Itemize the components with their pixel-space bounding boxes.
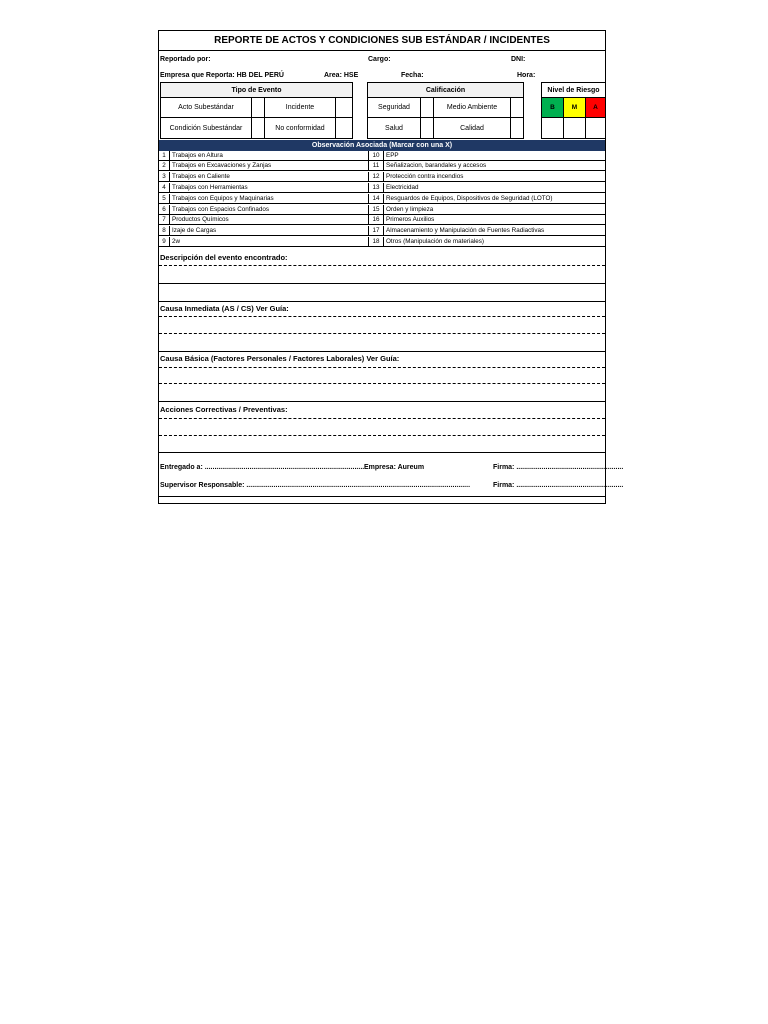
divider <box>159 283 605 284</box>
item-number: 5 <box>159 194 170 204</box>
observacion-item[interactable] <box>159 183 368 193</box>
item-label: Trabajos con Espacios Confinados <box>172 206 270 213</box>
causa-inmediata-line-1[interactable] <box>159 316 605 317</box>
tipo-acto-subestandar: Acto Subestándar <box>160 97 252 118</box>
firma-field-1[interactable]: Firma: ....................................................... <box>493 464 624 471</box>
divider <box>159 301 605 302</box>
item-label: Señalizacion, barandales y accesos <box>386 162 487 169</box>
item-label: Trabajos con Herramientas <box>172 184 248 191</box>
observacion-item[interactable] <box>368 161 605 171</box>
item-number: 6 <box>159 205 170 215</box>
risk-level-low: B <box>541 97 564 118</box>
item-number: 10 <box>369 151 384 161</box>
acciones-line-2[interactable] <box>159 435 605 436</box>
tipo-no-conformidad: No conformidad <box>264 117 336 139</box>
item-label: Trabajos en Excavaciones y Zanjas <box>172 162 272 169</box>
item-number: 8 <box>159 226 170 236</box>
calif-salud: Salud <box>367 117 421 139</box>
cargo-label: Cargo: <box>368 56 391 63</box>
item-number: 18 <box>369 237 384 247</box>
item-number: 3 <box>159 172 170 182</box>
observacion-item[interactable] <box>368 226 605 236</box>
item-label: Izaje de Cargas <box>172 227 217 234</box>
item-number: 1 <box>159 151 170 161</box>
divider <box>159 351 605 352</box>
item-label: Otros (Manipulación de materiales) <box>386 238 484 245</box>
item-number: 15 <box>369 205 384 215</box>
observacion-item[interactable] <box>159 226 368 236</box>
divider <box>159 452 605 453</box>
checkbox-seguridad[interactable] <box>420 97 434 118</box>
observacion-item[interactable] <box>368 172 605 182</box>
fecha-label: Fecha: <box>401 72 424 79</box>
observacion-item[interactable] <box>159 161 368 171</box>
calif-medio-ambiente: Medio Ambiente <box>433 97 511 118</box>
observacion-item[interactable] <box>368 205 605 215</box>
checkbox-no-conformidad[interactable] <box>335 117 353 139</box>
tipo-evento-heading: Tipo de Evento <box>160 82 353 98</box>
observacion-item[interactable] <box>159 172 368 182</box>
supervisor-field[interactable]: Supervisor Responsable: ................................................................................................................... <box>160 482 471 489</box>
item-number: 7 <box>159 215 170 225</box>
hora-label: Hora: <box>517 72 536 79</box>
item-label: EPP <box>386 152 399 159</box>
reportado-por-label: Reportado por: <box>160 56 211 63</box>
observacion-item[interactable] <box>159 151 368 161</box>
causa-basica-label: Causa Básica (Factores Personales / Factores Laborales) Ver Guía: <box>160 354 400 363</box>
item-number: 16 <box>369 215 384 225</box>
risk-check-low[interactable] <box>541 117 564 139</box>
divider <box>159 496 605 497</box>
checkbox-incidente[interactable] <box>335 97 353 118</box>
acciones-line-1[interactable] <box>159 418 605 419</box>
risk-level-high: A <box>585 97 606 118</box>
report-sheet <box>158 30 624 504</box>
observacion-item[interactable] <box>368 183 605 193</box>
item-number: 4 <box>159 183 170 193</box>
item-number: 11 <box>369 161 384 171</box>
risk-check-medium[interactable] <box>563 117 586 139</box>
causa-basica-line-2[interactable] <box>159 383 605 384</box>
nivel-riesgo-heading: Nivel de Riesgo <box>541 82 606 98</box>
item-label: Trabajos con Equipos y Maquinarias <box>172 195 274 202</box>
item-label: Productos Químicos <box>172 216 229 223</box>
item-number: 12 <box>369 172 384 182</box>
checkbox-calidad[interactable] <box>510 117 524 139</box>
item-number: 13 <box>369 183 384 193</box>
descripcion-line-1[interactable] <box>159 265 605 266</box>
entregado-field[interactable]: Entregado a: .................................................................................. <box>160 464 365 471</box>
observacion-item[interactable] <box>368 194 605 204</box>
item-label: Trabajos en Altura <box>172 152 223 159</box>
observacion-item[interactable] <box>159 205 368 215</box>
item-number: 17 <box>369 226 384 236</box>
dni-label: DNI: <box>511 56 526 63</box>
checkbox-salud[interactable] <box>420 117 434 139</box>
observacion-item[interactable] <box>159 215 368 225</box>
observacion-item[interactable] <box>159 237 368 247</box>
item-label: Trabajos en Caliente <box>172 173 230 180</box>
tipo-incidente: Incidente <box>264 97 336 118</box>
page-title: REPORTE DE ACTOS Y CONDICIONES SUB ESTÁNDAR / INCIDENTES <box>159 31 605 51</box>
risk-level-medium: M <box>563 97 586 118</box>
descripcion-label: Descripción del evento encontrado: <box>160 253 288 262</box>
item-number: 2 <box>159 161 170 171</box>
causa-inmediata-line-2[interactable] <box>159 333 605 334</box>
observacion-item[interactable] <box>368 237 605 247</box>
calificacion-heading: Calificación <box>367 82 524 98</box>
item-label: Primeros Auxilios <box>386 216 435 223</box>
item-label: Almacenamiento y Manipulación de Fuentes Radiactivas <box>386 227 545 234</box>
item-label: Resguardos de Equipos, Dispositivos de Seguridad (LOTO) <box>386 195 553 202</box>
divider <box>159 401 605 402</box>
item-label: Electricidad <box>386 184 419 191</box>
observacion-item[interactable] <box>368 215 605 225</box>
empresa-aureum: Empresa: Aureum <box>364 464 425 471</box>
observacion-item[interactable] <box>368 151 605 161</box>
checkbox-medio-ambiente[interactable] <box>510 97 524 118</box>
empresa-reporta-label: Empresa que Reporta: HB DEL PERÚ <box>160 72 284 79</box>
checkbox-condicion-subestandar[interactable] <box>251 117 265 139</box>
causa-basica-line-1[interactable] <box>159 367 605 368</box>
risk-check-high[interactable] <box>585 117 606 139</box>
calif-calidad: Calidad <box>433 117 511 139</box>
item-number: 9 <box>159 237 170 247</box>
causa-inmediata-label: Causa Inmediata (AS / CS) Ver Guía: <box>160 304 289 313</box>
item-label: Orden y limpieza <box>386 206 434 213</box>
area-label: Area: HSE <box>324 72 359 79</box>
observacion-item[interactable] <box>159 194 368 204</box>
calif-seguridad: Seguridad <box>367 97 421 118</box>
item-label: Protección contra incendios <box>386 173 464 180</box>
checkbox-acto-subestandar[interactable] <box>251 97 265 118</box>
acciones-label: Acciones Correctivas / Preventivas: <box>160 405 288 414</box>
tipo-condicion-subestandar: Condición Subestándar <box>160 117 252 139</box>
item-number: 14 <box>369 194 384 204</box>
firma-field-2[interactable]: Firma: ....................................................... <box>493 482 624 489</box>
observacion-heading: Observación Asociada (Marcar con una X) <box>159 140 605 151</box>
item-label: 2w <box>172 238 181 245</box>
